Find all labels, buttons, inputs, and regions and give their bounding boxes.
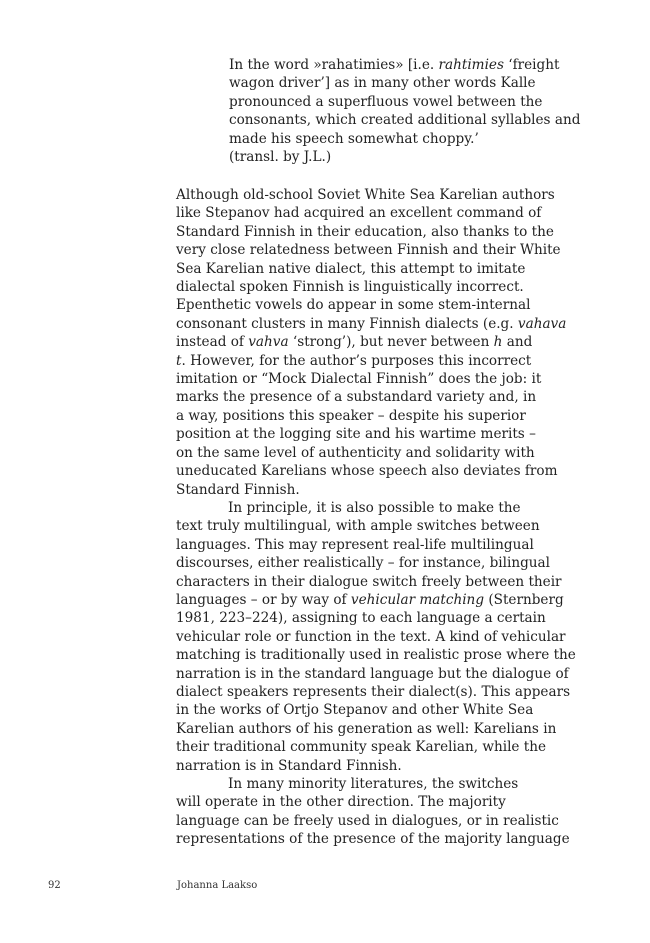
text-line: marks the presence of a substandard variety and, in: [176, 389, 537, 406]
italic-term: vahva: [248, 334, 289, 351]
text-line: on the same level of authenticity and solidarity with: [176, 444, 535, 461]
quote-line: (transl. by J.L.): [229, 149, 332, 166]
quote-line: made his speech somewhat choppy.’: [229, 130, 479, 147]
body-text: [176, 186, 596, 849]
italic-term: vehicular matching: [350, 591, 485, 608]
quote-line: In the word »rahatimies» [i.e. rahtimies ‘freight: [229, 57, 560, 73]
text-line: narration is in the standard language but the dialogue of: [176, 665, 569, 682]
text-line: languages – or by way of vehicular matching (Sternberg: [176, 591, 564, 608]
paragraph-first-line: In principle, it is also possible to make the: [228, 499, 521, 516]
block-quote: [229, 56, 629, 166]
text-line: uneducated Karelians whose speech also deviates from: [176, 463, 558, 480]
text-line: their traditional community speak Karelian, while the: [176, 739, 547, 756]
text-line: language can be freely used in dialogues, or in realistic: [176, 812, 559, 829]
text-line: discourses, either realistically – for instance, bilingual: [176, 555, 550, 572]
quote-line: consonants, which created additional syllables and: [229, 112, 581, 129]
text-line: languages. This may represent real-life multilingual: [176, 536, 534, 553]
text-line: instead of vahva ‘strong’), but never between h and: [176, 334, 533, 351]
text-line: text truly multilingual, with ample switches between: [176, 518, 540, 535]
italic-term: rahtimies: [438, 57, 504, 73]
text-line: Although old-school Soviet White Sea Karelian authors: [176, 187, 555, 203]
text-line: matching is traditionally used in realistic prose where the: [176, 647, 576, 664]
text-line: position at the logging site and his wartime merits –: [176, 426, 536, 443]
quote-line: pronounced a superfluous vowel between the: [229, 93, 543, 110]
text-line: t. However, for the author’s purposes this incorrect: [176, 352, 532, 369]
text-line: vehicular role or function in the text. A kind of vehicular: [176, 628, 566, 645]
running-footer-author: Johanna Laakso: [177, 880, 258, 891]
text-line: Standard Finnish.: [176, 481, 300, 498]
text-line: 1981, 223–224), assigning to each language a certain: [176, 610, 546, 627]
paragraph-first-line: In many minority literatures, the switches: [228, 776, 519, 792]
text-line: Karelian authors of his generation as well: Karelians in: [176, 720, 557, 737]
text-line: characters in their dialogue switch freely between their: [176, 573, 562, 590]
text-line: Epenthetic vowels do appear in some stem-internal: [176, 297, 531, 314]
text-line: like Stepanov had acquired an excellent command of: [176, 205, 542, 222]
text-line: a way, positions this speaker – despite his superior: [176, 407, 526, 424]
text-line: will operate in the other direction. The majority: [176, 794, 506, 811]
italic-term: t: [176, 352, 182, 369]
text-line: narration is in Standard Finnish.: [176, 757, 402, 774]
page-number: 92: [48, 880, 61, 891]
text-line: representations of the presence of the majority language: [176, 831, 570, 848]
italic-term: vahava: [517, 315, 567, 332]
text-line: consonant clusters in many Finnish dialects (e.g. vahava: [176, 315, 567, 332]
text-line: in the works of Ortjo Stepanov and other White Sea: [176, 702, 534, 719]
text-line: dialect speakers represents their dialect(s). This appears: [176, 683, 571, 700]
text-line: imitation or “Mock Dialectal Finnish” does the job: it: [176, 371, 542, 388]
text-line: very close relatedness between Finnish and their White: [176, 242, 561, 259]
text-line: Sea Karelian native dialect, this attempt to imitate: [176, 260, 526, 277]
quote-line: wagon driver’] as in many other words Kalle: [229, 75, 536, 92]
text-line: Standard Finnish in their education, also thanks to the: [176, 223, 554, 240]
text-line: dialectal spoken Finnish is linguistically incorrect.: [176, 279, 524, 296]
italic-term: h: [493, 334, 503, 351]
